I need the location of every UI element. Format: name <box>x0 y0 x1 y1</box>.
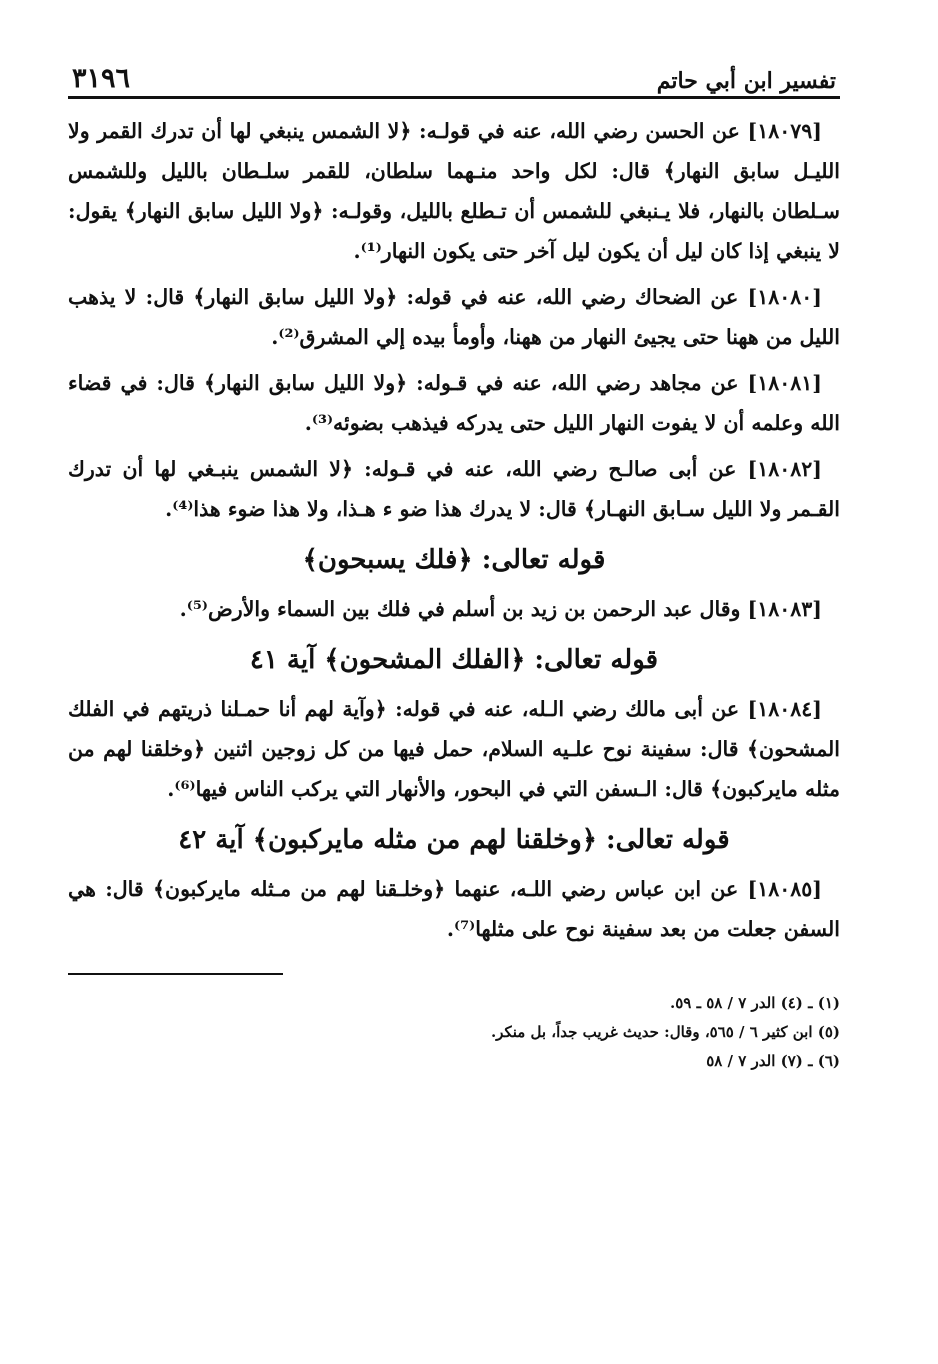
page <box>68 58 840 1076</box>
narration-18084: [١٨٠٨٤] عن أبى مالك رضي الـله، عنه في قوله: ﴿وآية لهم أنا حمـلنا ذريتهم في الفلك المشحون﴾ قال: سفينة نوح علـيه السلام، حمل فيها من كل زوجين اثنين ﴿وخلقنا لهم من مثله مايركبون﴾ قال: الـسفن التي في البحور، والأنهار التي يركب الناس فيها⁽⁶⁾. <box>68 697 840 801</box>
footnote-5: (٥) ابن كثير ٦ / ٥٦٥، وقال: حديث غريب جداً، بل منكر. <box>490 1023 840 1041</box>
narration-18079: [١٨٠٧٩] عن الحسن رضي الله، عنه في قولـه: ﴿لا الشمس ينبغي لها أن تدرك القمر ولا الليـل سابق النهار﴾ قال: لكل واحد منـهما سلطان، للقمر سلـطان بالليل وللشمس سـلطان بالنهار، فلا يـنبغي للشمس أن تـطلع بالليل، وقولـه: ﴿ولا الليل سابق النهار﴾ يقول: لا ينبغي إذا كان ليل أن يكون ليل آخر حتى يكون النهار⁽¹⁾. <box>68 119 840 263</box>
section-heading-falak-yasbahun: قوله تعالى: ﴿فلك يسبحون﴾ <box>302 545 606 575</box>
footnotes <box>68 989 840 1076</box>
main-text <box>68 111 840 949</box>
narration-18080: [١٨٠٨٠] عن الضحاك رضي الله، عنه في قوله: ﴿ولا الليل سابق النهار﴾ قال: لا يذهب الليل من ههنا حتى يجيئ النهار من ههنا، وأومأ بيده إلي المشرق⁽²⁾. <box>68 285 840 349</box>
footnote-6-7: (٦) ـ (٧) الدر ٧ / ٥٨ <box>706 1052 840 1070</box>
narration-18083: [١٨٠٨٣] وقال عبد الرحمن بن زيد بن أسلم في فلك بين السماء والأرض⁽⁵⁾. <box>179 597 822 621</box>
section-heading-ayah-41: قوله تعالى: ﴿الفلك المشحون﴾ آية ٤١ <box>249 645 659 675</box>
footnote-1-4: (١) ـ (٤) الدر ٧ / ٥٨ ـ ٥٩. <box>669 994 840 1012</box>
narration-18085: [١٨٠٨٥] عن ابن عباس رضي اللـه، عنهما ﴿وخلـقنا لهم من مـثله مايركبون﴾ قال: هي السفن جعلت من بعد سفينة نوح على مثلها⁽⁷⁾. <box>68 877 840 941</box>
section-heading-ayah-42: قوله تعالى: ﴿وخلقنا لهم من مثله مايركبون﴾ آية ٤٢ <box>178 825 730 855</box>
book-title: تفسير ابن أبي حاتم <box>656 68 836 94</box>
running-header <box>68 58 840 94</box>
narration-18082: [١٨٠٨٢] عن أبى صالـح رضي الله، عنه في قـوله: ﴿لا الشمس ينبـغي لها أن تدرك القـمر ولا الليل سـابق النهـار﴾ قال: لا يدرك هذا ضو ء هـذا، ولا هذا ضوء هذا⁽⁴⁾. <box>68 457 840 521</box>
header-rule <box>68 96 840 99</box>
page-number: ٣١٩٦ <box>72 63 131 94</box>
footnote-rule <box>68 973 283 975</box>
narration-18081: [١٨٠٨١] عن مجاهد رضي الله، عنه في قـوله: ﴿ولا الليل سابق النهار﴾ قال: في قضاء الله وعلمه أن لا يفوت النهار الليل حتى يدركه فيذهب بضوئه⁽³⁾. <box>68 371 840 435</box>
